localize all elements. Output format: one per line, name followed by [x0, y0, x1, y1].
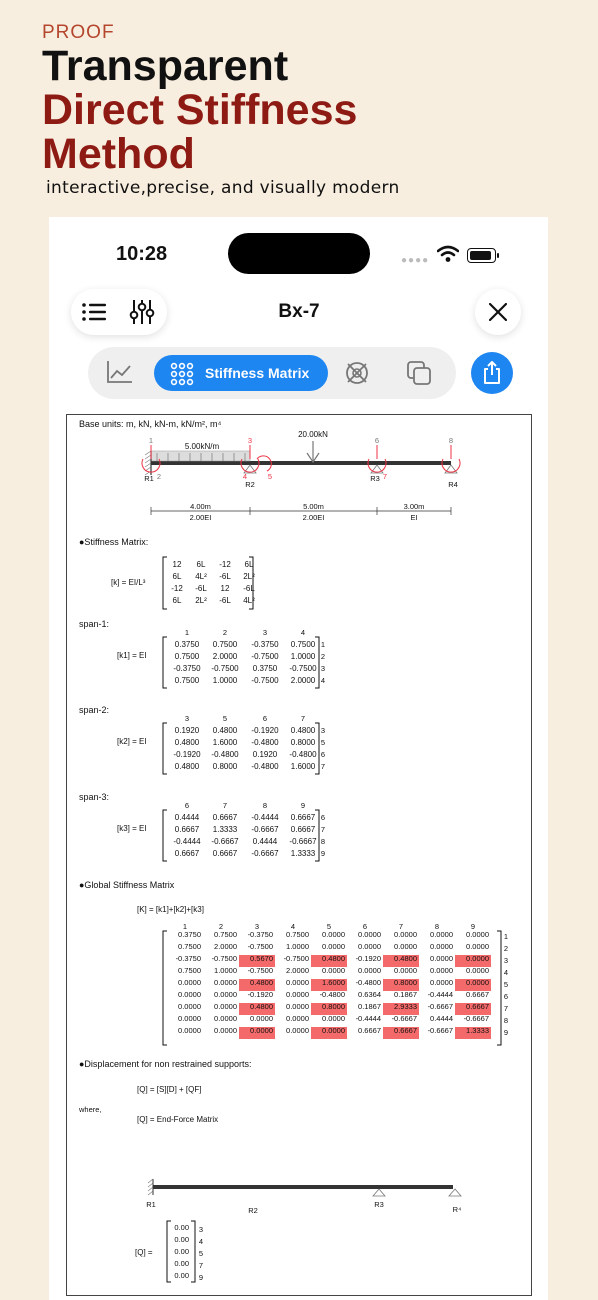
- global-matrix-cell: 2.0000: [286, 966, 309, 975]
- global-matrix-cell: 0.0000: [394, 966, 417, 975]
- span-matrix-cell: -0.4800: [289, 750, 317, 759]
- span-matrix-cell: 0.3750: [174, 640, 200, 649]
- lower-support-label: R3: [374, 1200, 384, 1209]
- tab-sections[interactable]: [344, 360, 370, 386]
- global-matrix-cell: 1.3333: [466, 1026, 489, 1035]
- global-matrix-cell: 0.5670: [250, 954, 273, 963]
- global-matrix-cell: 0.0000: [286, 1002, 309, 1011]
- q-vector-left-bracket: [167, 1221, 171, 1282]
- span-row-header: 4: [320, 676, 326, 685]
- global-matrix-cell: 0.6364: [358, 990, 381, 999]
- span-matrix-cell: 2.0000: [290, 676, 316, 685]
- span-row-header: 6: [320, 750, 326, 759]
- close-button[interactable]: [475, 289, 521, 335]
- k-general-cell: 4L²: [243, 596, 255, 605]
- global-matrix-cell: -0.7500: [247, 966, 273, 975]
- q-value: 0.00: [174, 1223, 189, 1232]
- span-row-header: 8: [320, 837, 326, 846]
- q-value: 0.00: [174, 1247, 189, 1256]
- lower-support-hatch: [148, 1191, 153, 1195]
- global-matrix-cell: 0.0000: [214, 978, 237, 987]
- span-title: span-1:: [79, 619, 110, 629]
- span-matrix-cell: -0.1920: [251, 726, 279, 735]
- global-matrix-cell: 0.0000: [394, 942, 417, 951]
- span-length-label: 5.00m: [303, 502, 324, 511]
- global-matrix-cell: 0.0000: [430, 966, 453, 975]
- tab-stiffness-matrix-label: Stiffness Matrix: [205, 365, 310, 381]
- span-stiffness-label: 2.00EI: [189, 513, 212, 522]
- span-matrix-right-bracket: [315, 637, 319, 688]
- span-matrix-label: [k1] = EI: [117, 651, 147, 660]
- sliders-icon[interactable]: [128, 298, 156, 326]
- global-matrix-cell: 0.0000: [322, 1014, 345, 1023]
- status-icons: [401, 245, 511, 265]
- status-time: 10:28: [116, 243, 168, 265]
- lower-support-hatch: [148, 1187, 153, 1191]
- global-row-header: 6: [503, 992, 509, 1001]
- span-col-header: 2: [222, 628, 228, 637]
- left-toolbar: [71, 289, 167, 335]
- global-matrix-cell: -0.4800: [355, 978, 381, 987]
- global-matrix-cell: 0.0000: [358, 942, 381, 951]
- k-general-cell: -12: [171, 584, 183, 593]
- signal-icon: ●●●●: [401, 255, 430, 266]
- global-matrix-cell: 0.7500: [214, 930, 237, 939]
- k-general-cell: 6L: [172, 572, 182, 581]
- global-matrix-cell: 0.0000: [250, 1014, 273, 1023]
- support-label: R1: [144, 474, 154, 483]
- k-general-cell: -6L: [243, 584, 255, 593]
- global-row-header: 8: [503, 1016, 509, 1025]
- lower-support-hatch: [148, 1179, 153, 1183]
- copy-icon: [406, 360, 432, 386]
- global-row-header: 2: [503, 944, 509, 953]
- global-matrix-cell: 0.0000: [214, 1014, 237, 1023]
- span-matrix-cell: -0.1920: [173, 750, 201, 759]
- span-matrix-cell: 1.3333: [212, 825, 238, 834]
- span-col-header: 3: [262, 628, 268, 637]
- q-dof-label: 4: [198, 1237, 204, 1246]
- grid-dots-icon: [170, 362, 194, 386]
- global-matrix-cell: 0.0000: [322, 930, 345, 939]
- global-matrix-cell: -0.6667: [427, 1002, 453, 1011]
- wifi-icon: [437, 245, 459, 263]
- span-stiffness-label: EI: [410, 513, 418, 522]
- promo-title-line1: Transparent: [42, 42, 289, 90]
- global-matrix-cell: 0.0000: [286, 1014, 309, 1023]
- global-matrix-cell: 0.4444: [430, 1014, 453, 1023]
- global-col-header: 3: [254, 922, 260, 931]
- span-matrix-cell: 0.1920: [174, 726, 200, 735]
- global-col-header: 1: [182, 922, 188, 931]
- q-dof-label: 5: [198, 1249, 204, 1258]
- span-matrix-cell: 0.7500: [174, 676, 200, 685]
- span-col-header: 9: [300, 801, 306, 810]
- span-col-header: 6: [184, 801, 190, 810]
- global-matrix-cell: 0.0000: [286, 1026, 309, 1035]
- global-col-header: 9: [470, 922, 476, 931]
- global-matrix-cell: 2.0000: [214, 942, 237, 951]
- span-matrix-label: [k3] = EI: [117, 824, 147, 833]
- crossed-circle-icon: [344, 360, 370, 386]
- lower-support-hatch: [148, 1183, 153, 1187]
- span-matrix-cell: 0.7500: [290, 640, 316, 649]
- global-matrix-cell: -0.1920: [247, 990, 273, 999]
- global-row-header: 5: [503, 980, 509, 989]
- view-tabbar: [88, 347, 456, 399]
- span-matrix-cell: 0.6667: [212, 813, 238, 822]
- global-matrix-cell: 0.0000: [286, 978, 309, 987]
- global-matrix-cell: 0.6667: [394, 1026, 417, 1035]
- global-matrix-cell: 0.0000: [178, 1002, 201, 1011]
- q-value: 0.00: [174, 1235, 189, 1244]
- tab-stiffness-matrix[interactable]: [154, 355, 328, 391]
- k-general-cell: 2L²: [243, 572, 255, 581]
- span-matrix-cell: -0.4444: [173, 837, 201, 846]
- span-matrix-cell: 0.4800: [290, 726, 316, 735]
- span-row-header: 3: [320, 726, 326, 735]
- span-col-header: 7: [300, 714, 306, 723]
- span-matrix-cell: 0.6667: [174, 849, 200, 858]
- span-col-header: 5: [222, 714, 228, 723]
- k-general-cell: -6L: [219, 572, 231, 581]
- span-matrix-cell: -0.7500: [289, 664, 317, 673]
- where-text: where,: [79, 1105, 102, 1114]
- global-matrix-cell: -0.3750: [175, 954, 201, 963]
- q-label: [Q] =: [135, 1248, 153, 1257]
- span-matrix-cell: 1.0000: [212, 676, 238, 685]
- global-row-header: 3: [503, 956, 509, 965]
- global-matrix-cell: 0.0000: [322, 966, 345, 975]
- battery-icon: [467, 248, 496, 263]
- span-row-header: 7: [320, 825, 326, 834]
- k-general-label: [k] = EI/L³: [111, 578, 146, 587]
- span-length-label: 3.00m: [403, 502, 425, 511]
- q-dof-label: 7: [198, 1261, 204, 1270]
- span-matrix-cell: -0.7500: [211, 664, 239, 673]
- global-row-header: 4: [503, 968, 509, 977]
- phone-screen: [49, 217, 548, 1300]
- span-matrix-right-bracket: [315, 810, 319, 861]
- global-row-header: 9: [503, 1028, 509, 1037]
- displacement-equation: [Q] = [S][D] + [QF]: [137, 1085, 202, 1094]
- global-matrix-cell: -0.4800: [319, 990, 345, 999]
- global-matrix-cell: 0.0000: [178, 990, 201, 999]
- k-general-cell: 12: [172, 560, 182, 569]
- span-matrix-cell: 0.6667: [212, 849, 238, 858]
- global-matrix-cell: 0.7500: [178, 942, 201, 951]
- q-value: 0.00: [174, 1259, 189, 1268]
- global-matrix-cell: 0.8000: [322, 1002, 345, 1011]
- dof-number: 3: [247, 436, 253, 445]
- span-row-header: 3: [320, 664, 326, 673]
- span-matrix-left-bracket: [163, 810, 167, 861]
- global-matrix-cell: 0.0000: [394, 930, 417, 939]
- global-matrix-cell: 0.0000: [178, 978, 201, 987]
- span-length-label: 4.00m: [190, 502, 211, 511]
- k-general-cell: 6L: [244, 560, 254, 569]
- span-matrix-cell: -0.4800: [251, 738, 279, 747]
- dof-number: 2: [156, 472, 162, 481]
- span-col-header: 4: [300, 628, 306, 637]
- global-matrix-cell: 0.6667: [466, 990, 489, 999]
- span-matrix-cell: -0.4800: [251, 762, 279, 771]
- span-col-header: 1: [184, 628, 190, 637]
- span-matrix-cell: -0.6667: [251, 825, 279, 834]
- span-title: span-3:: [79, 792, 110, 802]
- span-matrix-cell: 0.4444: [174, 813, 200, 822]
- promo-title-line3: Method: [42, 130, 195, 178]
- dof-number: 4: [242, 472, 248, 481]
- global-matrix-cell: 0.0000: [178, 1014, 201, 1023]
- q-dof-label: 9: [198, 1273, 204, 1282]
- span-matrix-cell: 0.1920: [252, 750, 278, 759]
- span-row-header: 6: [320, 813, 326, 822]
- span-matrix-cell: -0.6667: [251, 849, 279, 858]
- k-general-cell: -6L: [195, 584, 207, 593]
- span-matrix-cell: 0.8000: [212, 762, 238, 771]
- lower-support-label: R⁴: [452, 1205, 462, 1214]
- global-matrix-cell: -0.4444: [427, 990, 453, 999]
- q-vector-right-bracket: [191, 1221, 195, 1282]
- global-matrix-cell: 0.0000: [430, 954, 453, 963]
- span-col-header: 7: [222, 801, 228, 810]
- q-dof-label: 3: [198, 1225, 204, 1234]
- global-matrix-cell: 0.0000: [214, 990, 237, 999]
- span-matrix-cell: -0.4800: [211, 750, 239, 759]
- global-col-header: 4: [290, 922, 296, 931]
- k-general-cell: 4L²: [195, 572, 207, 581]
- global-matrix-cell: 0.1867: [358, 1002, 381, 1011]
- global-row-header: 1: [503, 932, 509, 941]
- global-matrix-cell: 0.0000: [430, 942, 453, 951]
- lower-support-label: R2: [248, 1206, 258, 1215]
- k-general-left-bracket: [163, 557, 167, 609]
- span-matrix-cell: 0.6667: [174, 825, 200, 834]
- global-col-header: 8: [434, 922, 440, 931]
- span-matrix-cell: 0.4444: [252, 837, 278, 846]
- dynamic-island: [228, 233, 370, 274]
- span-matrix-cell: -0.7500: [251, 676, 279, 685]
- share-button[interactable]: [471, 352, 513, 394]
- span-matrix-cell: -0.7500: [251, 652, 279, 661]
- span-matrix-cell: 0.7500: [174, 652, 200, 661]
- global-matrix-cell: 0.1867: [394, 990, 417, 999]
- point-load-label: 20.00kN: [298, 430, 328, 439]
- promo-tagline: interactive,precise, and visually modern: [46, 178, 400, 198]
- tab-chart[interactable]: [106, 359, 136, 387]
- span-row-header: 7: [320, 762, 326, 771]
- displacement-heading: ●Displacement for non restrained supports:: [79, 1059, 252, 1069]
- global-matrix-cell: 0.0000: [214, 1026, 237, 1035]
- span-col-header: 6: [262, 714, 268, 723]
- global-matrix-cell: 0.0000: [466, 930, 489, 939]
- span-matrix-cell: 0.4800: [174, 762, 200, 771]
- lower-pin-support: [373, 1189, 385, 1196]
- global-matrix-cell: 0.0000: [250, 1026, 273, 1035]
- global-matrix-cell: -0.6667: [427, 1026, 453, 1035]
- span-matrix-right-bracket: [315, 723, 319, 774]
- span-matrix-cell: 0.3750: [252, 664, 278, 673]
- promo-header: [42, 22, 357, 176]
- span-matrix-cell: 1.6000: [212, 738, 238, 747]
- global-matrix-cell: 0.0000: [178, 1026, 201, 1035]
- span-row-header: 2: [320, 652, 326, 661]
- span-matrix-cell: -0.4444: [251, 813, 279, 822]
- global-matrix-cell: 0.0000: [322, 942, 345, 951]
- global-matrix-cell: 0.6667: [358, 1026, 381, 1035]
- lower-support-label: R1: [146, 1200, 156, 1209]
- span-matrix-cell: 0.6667: [290, 825, 316, 834]
- lower-beam-member: [153, 1185, 453, 1189]
- fixed-support-hatch: [145, 459, 151, 463]
- global-matrix-cell: -0.7500: [211, 954, 237, 963]
- share-icon: [482, 361, 502, 385]
- global-matrix-cell: 0.0000: [358, 966, 381, 975]
- global-row-header: 7: [503, 1004, 509, 1013]
- span-matrix-cell: -0.6667: [211, 837, 239, 846]
- global-equation: [K] = [k1]+[k2]+[k3]: [137, 905, 204, 914]
- global-matrix-cell: 0.4800: [394, 954, 417, 963]
- support-label: R4: [448, 480, 458, 489]
- span-col-header: 3: [184, 714, 190, 723]
- span-row-header: 5: [320, 738, 326, 747]
- where-equation: [Q] = End-Force Matrix: [137, 1115, 219, 1124]
- span-row-header: 1: [320, 640, 326, 649]
- dof-number: 5: [267, 472, 273, 481]
- base-units-text: Base units: m, kN, kN-m, kN/m², m⁴: [79, 419, 222, 429]
- k-general-cell: 6L: [172, 596, 182, 605]
- udl-block: [151, 451, 250, 461]
- fixed-support-hatch: [145, 463, 151, 467]
- global-matrix-cell: 0.0000: [214, 1002, 237, 1011]
- k-general-cell: -12: [219, 560, 231, 569]
- report-document[interactable]: [66, 414, 532, 1296]
- line-chart-icon: [106, 359, 134, 385]
- global-col-header: 7: [398, 922, 404, 931]
- span-col-header: 8: [262, 801, 268, 810]
- global-matrix-cell: 0.8000: [394, 978, 417, 987]
- global-matrix-cell: 1.0000: [214, 966, 237, 975]
- span-matrix-label: [k2] = EI: [117, 737, 147, 746]
- global-matrix-cell: 1.0000: [286, 942, 309, 951]
- span-matrix-cell: 0.7500: [212, 640, 238, 649]
- global-matrix-cell: 0.0000: [430, 930, 453, 939]
- span-stiffness-label: 2.00EI: [302, 513, 325, 522]
- global-col-header: 2: [218, 922, 224, 931]
- lower-pin-support: [449, 1189, 461, 1196]
- global-matrix-cell: 0.4800: [322, 954, 345, 963]
- span-matrix-cell: 0.4800: [212, 726, 238, 735]
- global-matrix-cell: 0.0000: [466, 966, 489, 975]
- global-matrix-cell: 2.9333: [394, 1002, 417, 1011]
- support-label: R3: [370, 474, 380, 483]
- k-general-cell: 12: [220, 584, 230, 593]
- global-matrix-right-bracket: [497, 931, 501, 1045]
- dof-number: 1: [148, 436, 154, 445]
- fixed-support-hatch: [145, 451, 151, 455]
- k-general-cell: 2L²: [195, 596, 207, 605]
- global-matrix-cell: 0.0000: [466, 942, 489, 951]
- promo-kicker: PROOF: [42, 22, 115, 43]
- q-value: 0.00: [174, 1271, 189, 1280]
- global-matrix-cell: -0.4444: [355, 1014, 381, 1023]
- span-row-header: 9: [320, 849, 326, 858]
- support-label: R2: [245, 480, 255, 489]
- global-matrix-cell: -0.6667: [391, 1014, 417, 1023]
- page-title: Bx-7: [278, 301, 320, 322]
- span-matrix-cell: 1.0000: [290, 652, 316, 661]
- global-matrix-cell: -0.6667: [463, 1014, 489, 1023]
- fixed-support-hatch: [145, 455, 151, 459]
- global-matrix-cell: 0.0000: [286, 990, 309, 999]
- beam-member: [151, 461, 451, 465]
- global-col-header: 5: [326, 922, 332, 931]
- span-matrix-cell: 0.4800: [174, 738, 200, 747]
- span-matrix-left-bracket: [163, 723, 167, 774]
- global-matrix-cell: -0.7500: [247, 942, 273, 951]
- global-heading: ●Global Stiffness Matrix: [79, 880, 175, 890]
- dof-number: 6: [374, 436, 380, 445]
- dof-number: 8: [448, 436, 454, 445]
- global-matrix-cell: 0.6667: [466, 1002, 489, 1011]
- global-matrix-cell: 0.0000: [430, 978, 453, 987]
- k-general-cell: 6L: [196, 560, 206, 569]
- global-matrix-cell: 0.3750: [178, 930, 201, 939]
- span-matrix-cell: 1.6000: [290, 762, 316, 771]
- global-matrix-cell: 0.7500: [286, 930, 309, 939]
- global-matrix-cell: 1.6000: [322, 978, 345, 987]
- promo-title-line2: Direct Stiffness: [42, 86, 358, 134]
- global-matrix-cell: 0.4800: [250, 978, 273, 987]
- span-matrix-left-bracket: [163, 637, 167, 688]
- global-matrix-cell: 0.0000: [466, 954, 489, 963]
- udl-label: 5.00kN/m: [184, 442, 220, 451]
- close-icon: [489, 303, 507, 321]
- span-title: span-2:: [79, 705, 110, 715]
- global-matrix-left-bracket: [163, 931, 167, 1045]
- report-content: [67, 415, 531, 1295]
- menu-icon[interactable]: [81, 299, 107, 325]
- span-matrix-cell: -0.6667: [289, 837, 317, 846]
- tab-copy[interactable]: [406, 360, 432, 386]
- global-matrix-cell: -0.7500: [283, 954, 309, 963]
- span-matrix-cell: 0.6667: [290, 813, 316, 822]
- global-matrix-cell: -0.3750: [247, 930, 273, 939]
- span-matrix-cell: 1.3333: [290, 849, 316, 858]
- span-matrix-cell: -0.3750: [173, 664, 201, 673]
- k-general-cell: -6L: [219, 596, 231, 605]
- global-matrix-cell: 0.4800: [250, 1002, 273, 1011]
- span-matrix-cell: 2.0000: [212, 652, 238, 661]
- dof-number: 7: [382, 472, 388, 481]
- global-matrix-cell: 0.0000: [358, 930, 381, 939]
- global-matrix-cell: 0.0000: [466, 978, 489, 987]
- global-matrix-cell: -0.1920: [355, 954, 381, 963]
- global-matrix-cell: 0.0000: [322, 1026, 345, 1035]
- span-matrix-cell: 0.8000: [290, 738, 316, 747]
- global-col-header: 6: [362, 922, 368, 931]
- global-matrix-cell: 0.7500: [178, 966, 201, 975]
- stiffness-heading: ●Stiffness Matrix:: [79, 537, 149, 547]
- span-matrix-cell: -0.3750: [251, 640, 279, 649]
